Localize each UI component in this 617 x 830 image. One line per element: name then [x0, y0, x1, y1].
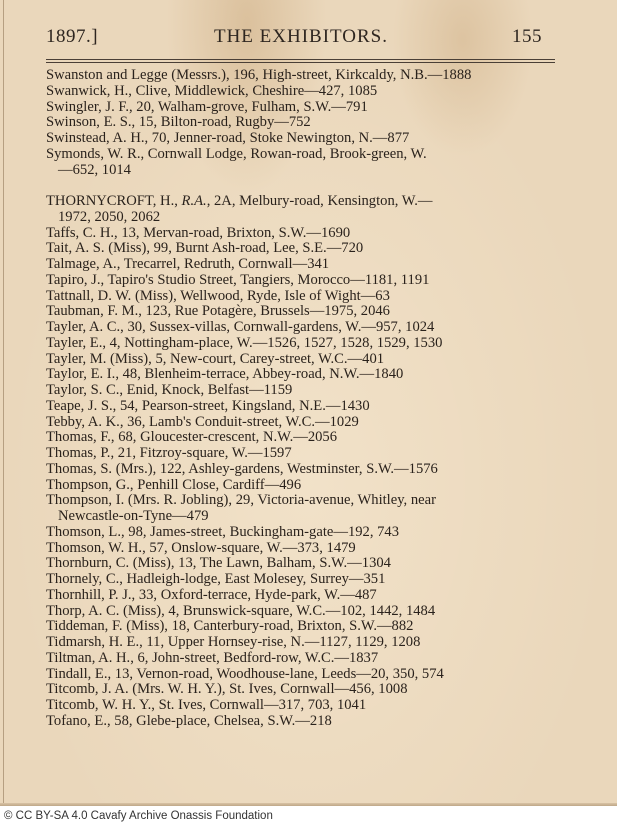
entry-text: , 2A, Melbury-road, Kensington, W.—	[206, 193, 433, 209]
list-item	[46, 714, 556, 730]
entry-text: Thorp, A. C. (Miss), 4, Brunswick-square, W.C.—102, 1442, 1484	[46, 602, 436, 619]
list-item	[46, 241, 556, 257]
page-edge	[3, 0, 4, 806]
entry-text: Tebby, A. K., 36, Lamb's Conduit-street, W.C.—1029	[46, 413, 359, 430]
entry-text: Thornburn, C. (Miss), 13, The Lawn, Balham, S.W.—1304	[46, 555, 391, 572]
entry-text: Swanwick, H., Clive, Middlewick, Cheshire—427, 1085	[46, 82, 378, 99]
entry-continuation: 1972, 2050, 2062	[58, 208, 161, 225]
list-item	[46, 525, 556, 541]
list-item	[46, 320, 556, 336]
list-item	[46, 336, 556, 352]
list-item	[46, 68, 556, 84]
list-item	[46, 635, 556, 651]
entry-text: Tayler, M. (Miss), 5, New-court, Carey-street, W.C.—401	[46, 350, 385, 367]
entry-text: Tofano, E., 58, Glebe-place, Chelsea, S.W.—218	[46, 712, 332, 729]
header-rule	[46, 59, 555, 60]
list-item	[46, 698, 556, 714]
entry-text: Tidmarsh, H. E., 11, Upper Hornsey-rise, N.—1127, 1129, 1208	[46, 634, 421, 650]
list-item	[46, 226, 556, 242]
entry-text: Taylor, S. C., Enid, Knock, Belfast—1159	[46, 382, 293, 398]
entry-text: Symonds, W. R., Cornwall Lodge, Rowan-road, Brook-green, W.	[46, 145, 427, 162]
entry-name: THORNYCROFT, H.,	[46, 193, 182, 209]
list-item	[46, 556, 556, 572]
entry-text: Teape, J. S., 54, Pearson-street, Kingsland, N.E.—1430	[46, 397, 370, 414]
header-year: 1897.]	[46, 26, 99, 47]
entry-text: Taylor, E. I., 48, Blenheim-terrace, Abbey-road, N.W.—1840	[46, 366, 404, 383]
entry-text: Tindall, E., 13, Vernon-road, Woodhouse-lane, Leeds—20, 350, 574	[46, 665, 444, 682]
entry-text: Swinstead, A. H., 70, Jenner-road, Stoke Newington, N.—877	[46, 130, 410, 146]
entry-text: Thomas, S. (Mrs.), 122, Ashley-gardens, Westminster, S.W.—1576	[46, 460, 438, 477]
entry-text: Tiltman, A. H., 6, John-street, Bedford-row, W.C.—1837	[46, 649, 379, 666]
page-bottom-edge	[0, 803, 617, 806]
list-item	[46, 289, 556, 305]
entry-text: Thomson, W. H., 57, Onslow-square, W.—373, 1479	[46, 539, 356, 556]
copyright-credit: © CC BY-SA 4.0 Cavafy Archive Onassis Foundation	[4, 810, 273, 822]
list-item	[46, 399, 556, 415]
list-item	[46, 651, 556, 667]
list-item	[46, 367, 556, 383]
list-item	[46, 84, 556, 100]
list-item	[46, 304, 556, 320]
list-item	[46, 462, 556, 478]
page-number: 155	[512, 26, 542, 47]
list-item	[46, 352, 556, 368]
entry-text: Titcomb, W. H. Y., St. Ives, Cornwall—317, 703, 1041	[46, 697, 367, 713]
list-item	[46, 383, 556, 399]
entry-text: Thomas, P., 21, Fitzroy-square, W.—1597	[46, 445, 292, 461]
list-item	[46, 430, 556, 446]
entry-text: Thomas, F., 68, Gloucester-crescent, N.W.—2056	[46, 429, 338, 446]
entry-text: Tiddeman, F. (Miss), 18, Canterbury-road, Brixton, S.W.—882	[46, 618, 414, 635]
entry-text: Thornhill, P. J., 33, Oxford-terrace, Hyde-park, W.—487	[46, 586, 377, 603]
entry-text: Swanston and Legge (Messrs.), 196, High-street, Kirkcaldy, N.B.—1888	[46, 67, 472, 83]
list-item	[46, 588, 556, 604]
list-item	[46, 493, 556, 525]
list-item-academician	[46, 194, 556, 226]
entry-title: R.A.	[181, 193, 207, 209]
entry-text: Swingler, J. F., 20, Walham-grove, Fulham, S.W.—791	[46, 98, 368, 115]
section-gap	[46, 178, 556, 194]
entry-text: Tattnall, D. W. (Miss), Wellwood, Ryde, Isle of Wight—63	[46, 287, 390, 304]
entry-text: Tayler, A. C., 30, Sussex-villas, Cornwall-gardens, W.—957, 1024	[46, 319, 435, 335]
header-title: THE EXHIBITORS.	[213, 26, 389, 47]
entry-text: Swinson, E. S., 15, Bilton-road, Rugby—752	[46, 114, 311, 131]
entry-text: Thomson, L., 98, James-street, Buckingham-gate—192, 743	[46, 523, 400, 540]
list-item	[46, 604, 556, 620]
entry-text: Thompson, I. (Mrs. R. Jobling), 29, Victoria-avenue, Whitley, near	[46, 492, 436, 509]
entry-continuation: Newcastle-on-Tyne—479	[58, 508, 209, 524]
list-item	[46, 619, 556, 635]
list-item	[46, 273, 556, 289]
list-item	[46, 257, 556, 273]
exhibitor-list	[46, 68, 556, 730]
entry-text: Tayler, E., 4, Nottingham-place, W.—1526, 1527, 1528, 1529, 1530	[46, 334, 443, 351]
running-header	[46, 26, 542, 60]
entry-text: Thompson, G., Penhill Close, Cardiff—496	[46, 476, 302, 493]
entry-text: Thornely, C., Hadleigh-lodge, East Molesey, Surrey—351	[46, 571, 386, 587]
list-item	[46, 100, 556, 116]
entry-text: Tapiro, J., Tapiro's Studio Street, Tangiers, Morocco—1181, 1191	[46, 271, 430, 288]
entry-text: Titcomb, J. A. (Mrs. W. H. Y.), St. Ives, Cornwall—456, 1008	[46, 681, 408, 698]
list-item	[46, 147, 556, 179]
entry-text: Talmage, A., Trecarrel, Redruth, Cornwall—341	[46, 256, 330, 272]
list-item	[46, 131, 556, 147]
list-item	[46, 415, 556, 431]
list-item	[46, 682, 556, 698]
list-item	[46, 446, 556, 462]
entry-continuation: —652, 1014	[58, 161, 131, 178]
entry-text: Tait, A. S. (Miss), 99, Burnt Ash-road, Lee, S.E.—720	[46, 240, 364, 257]
list-item	[46, 478, 556, 494]
list-item	[46, 115, 556, 131]
list-item	[46, 541, 556, 557]
list-item	[46, 667, 556, 683]
entry-text: Taffs, C. H., 13, Mervan-road, Brixton, S.W.—1690	[46, 224, 351, 241]
entry-text: Taubman, F. M., 123, Rue Potagère, Brussels—1975, 2046	[46, 303, 390, 320]
list-item	[46, 572, 556, 588]
header-rule	[46, 62, 555, 63]
